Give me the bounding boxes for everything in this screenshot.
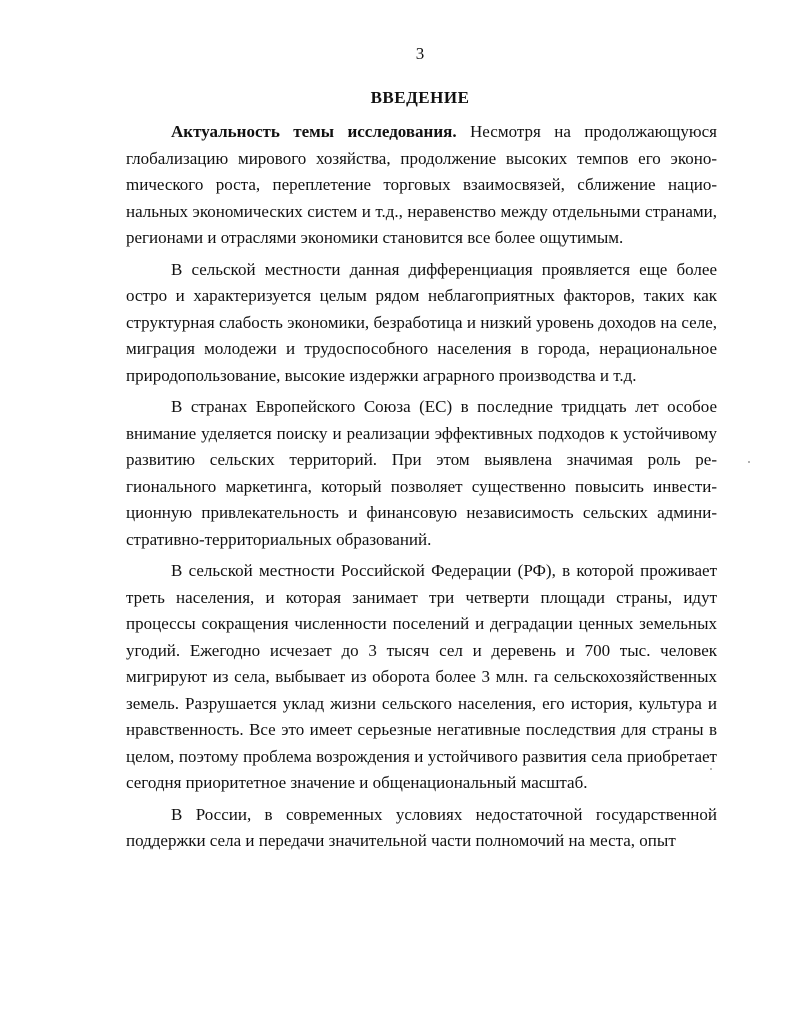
page-number: 3 — [415, 44, 425, 63]
body-text — [126, 119, 717, 855]
scan-speck — [748, 461, 750, 463]
paragraph-rural-differentiation: В сельской местности данная дифференциация проявляется еще более остро и характеризуется целым рядом неблагоприятных факторов, таких как структурная слабость экономики, безработица и низкий уровень доходов на селе, миграция молодежи и трудоспособного населения в города, нерациональное природопользование, высокие издержки аграрного производства и т.д. — [126, 259, 717, 385]
section-title: ВВЕДЕНИЕ — [370, 88, 470, 107]
paragraph-lead: Актуальность темы исследования. — [171, 122, 457, 141]
paragraph-russia-rural: В сельской местности Российской Федерации (РФ), в которой проживает треть населения, и которая занимает три четверти площади страны, идут процессы сокращения численности поселений и деградации ценных земельных угодий. Ежегодно исчезает до 3 тысяч сел и деревень и 700 тыс. человек мигрируют из села, выбывает из оборота более 3 млн. га сельскохозяйственных земель. Разрушается уклад жизни сельского населения, его история, культура и нравственность. Все это имеет серьезные негативные последствия для страны в целом, поэтому проблема возрождения и устойчивого развития села приобретает сегодня приоритетное значение и общенациональный масштаб. — [126, 561, 717, 792]
scan-speck — [710, 768, 712, 770]
paragraph-text: Несмотря на продолжающуюся глобализацию мирового хозяйства, продолжение высоких темпов его эконоmического роста, переплетение торговых взаимосвязей, сближение национальных экономических систем и т.д., неравенство между отдельными странами, регионами и отраслями экономики становится все более ощутимым. — [126, 122, 717, 247]
paragraph-relevance — [126, 119, 717, 252]
paragraph-eu-experience: В странах Европейского Союза (ЕС) в последние тридцать лет особое внимание уделяется поиску и реализации эффективных подходов к устойчивому развитию сельских территорий. При этом выявлена значимая роль регионального маркетинга, который позволяет существенно повысить инвестиционную привлекательность и финансовую независимость сельских административно-территориальных образований. — [126, 397, 717, 549]
paragraph-russia-support: В России, в современных условиях недостаточной государственной поддержки села и передачи значительной части полномочий на места, опыт — [126, 804, 717, 850]
